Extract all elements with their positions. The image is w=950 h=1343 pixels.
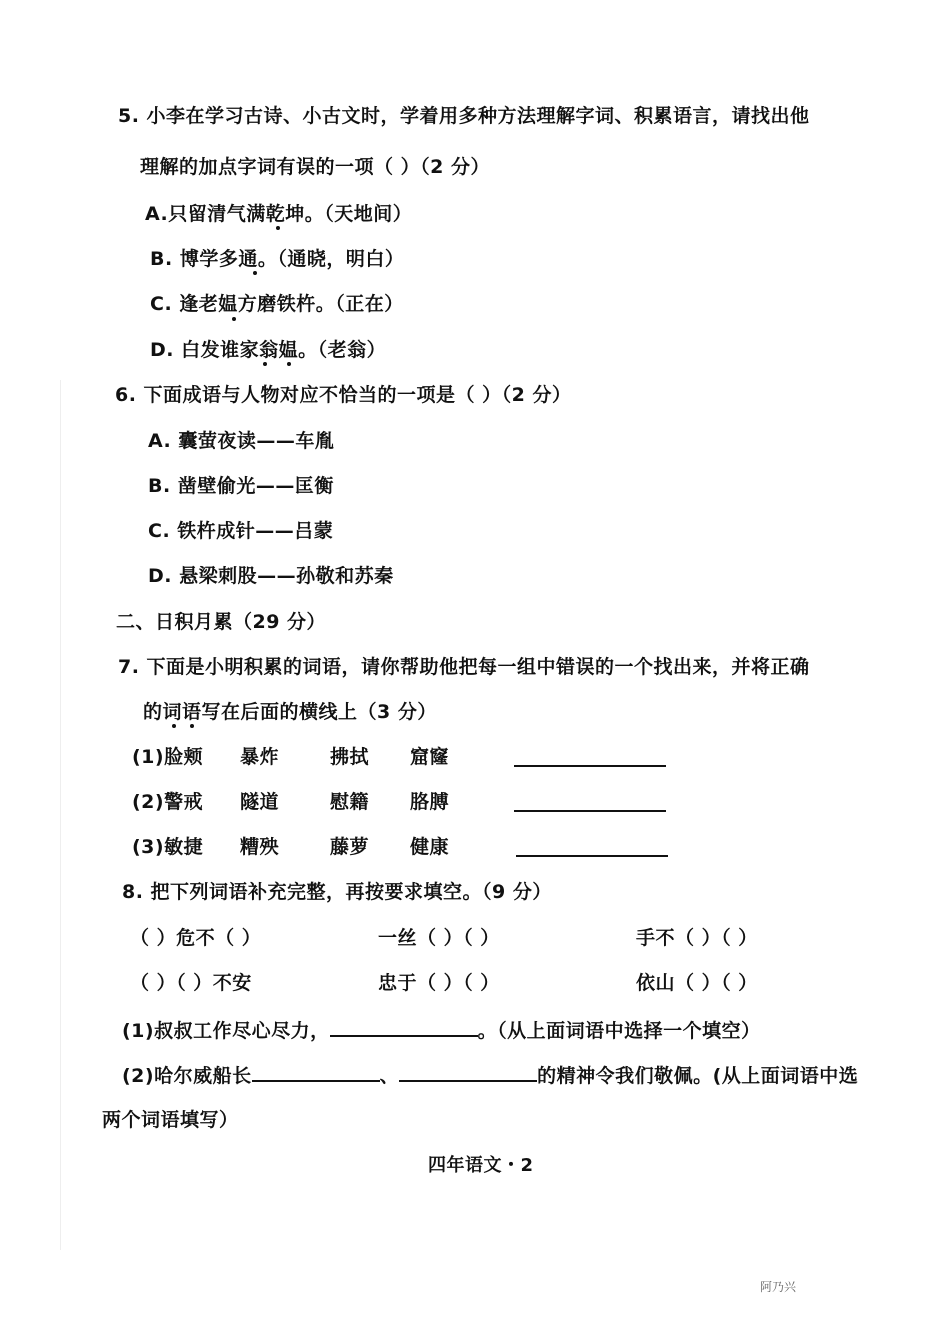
- corner-scan-mark: 阿乃兴: [760, 1280, 797, 1294]
- scan-edge: [60, 380, 61, 1250]
- q8-fill-2-prefix: (2)哈尔威船长: [122, 1065, 252, 1087]
- q5-option-c: C. 逢老媪方磨铁杵。（正在）: [150, 293, 404, 315]
- q7-row-1-word-3: 拂拭: [330, 746, 370, 768]
- q7-row-2-label: (2)警戒: [132, 791, 204, 813]
- q8-idiom-6[interactable]: 依山（ ）（ ）: [636, 972, 758, 994]
- q7-row-3-word-2: 糟殃: [240, 836, 280, 858]
- q7-row-1-label: (1)脸颊: [132, 746, 204, 768]
- q7-row-2-word-2: 隧道: [240, 791, 280, 813]
- q8-idiom-3[interactable]: 手不（ ）（ ）: [636, 927, 758, 949]
- q7-row-2-answer-blank[interactable]: [514, 810, 666, 812]
- q8-fill-2-blank-b[interactable]: [399, 1062, 537, 1082]
- emphasis-dot: [190, 724, 194, 728]
- q8-fill-2-blank-a[interactable]: [252, 1062, 380, 1082]
- emphasis-dot: [172, 724, 176, 728]
- q7-row-3-label: (3)敏捷: [132, 836, 204, 858]
- q8-fill-2: [122, 1062, 858, 1088]
- q7-row-3-word-4: 健康: [410, 836, 450, 858]
- q7-row-3-word-3: 藤萝: [330, 836, 370, 858]
- q7-row-2-word-3: 慰籍: [330, 791, 370, 813]
- q5-stem-line1: 5. 小李在学习古诗、小古文时，学着用多种方法理解字词、积累语言，请找出他: [118, 105, 810, 127]
- q5-option-a: A.只留清气满乾坤。（天地间）: [145, 203, 413, 225]
- q6-stem: 6. 下面成语与人物对应不恰当的一项是（ ）（2 分）: [115, 384, 572, 406]
- emphasis-dot: [263, 362, 267, 366]
- section-2-title: 二、日积月累（29 分）: [116, 611, 327, 633]
- emphasis-dot: [232, 317, 236, 321]
- q6-option-c: C. 铁杵成针——吕蒙: [148, 520, 334, 542]
- q8-idiom-1[interactable]: （ ）危不（ ）: [130, 927, 262, 949]
- q7-row-1-word-4: 窟窿: [410, 746, 450, 768]
- q6-option-d: D. 悬梁刺股——孙敬和苏秦: [148, 565, 394, 587]
- page-footer-label: 四年语文・2: [428, 1155, 534, 1176]
- q6-option-a: A. 囊萤夜读——车胤: [148, 430, 335, 452]
- q7-row-3-answer-blank[interactable]: [516, 855, 668, 857]
- q7-row-1-word-2: 暴炸: [240, 746, 280, 768]
- q8-idiom-5[interactable]: 忠于（ ）（ ）: [378, 972, 500, 994]
- q8-fill-2-separator: 、: [379, 1065, 400, 1087]
- emphasis-dot: [287, 362, 291, 366]
- q8-fill-1-prefix: (1)叔叔工作尽心尽力，: [122, 1020, 330, 1042]
- q8-fill-2-suffix: 的精神令我们敬佩。(从上面词语中选: [537, 1065, 859, 1087]
- emphasis-dot: [253, 271, 257, 275]
- q8-fill-1: [122, 1017, 761, 1043]
- q6-option-b: B. 凿壁偷光——匡衡: [148, 475, 334, 497]
- emphasis-dot: [276, 226, 280, 230]
- q8-idiom-4[interactable]: （ ）（ ）不安: [130, 972, 252, 994]
- q8-fill-1-blank[interactable]: [330, 1017, 478, 1037]
- q8-stem: 8. 把下列词语补充完整，再按要求填空。（9 分）: [122, 881, 552, 903]
- q5-stem-line2: 理解的加点字词有误的一项（ ）（2 分）: [140, 156, 490, 178]
- q5-option-d: D. 白发谁家翁媪。（老翁）: [150, 339, 387, 361]
- q7-stem-line1: 7. 下面是小明积累的词语，请你帮助他把每一组中错误的一个找出来，并将正确: [118, 656, 810, 678]
- q8-fill-2-continuation: 两个词语填写）: [102, 1109, 239, 1131]
- q7-row-1-answer-blank[interactable]: [514, 765, 666, 767]
- q8-fill-1-suffix: 。（从上面词语中选择一个填空）: [477, 1020, 761, 1042]
- q7-stem-line2: 的词语写在后面的横线上（3 分）: [143, 701, 437, 723]
- q7-row-2-word-4: 胳膊: [410, 791, 450, 813]
- q5-option-b: B. 博学多通。（通晓，明白）: [150, 248, 405, 270]
- q8-idiom-2[interactable]: 一丝（ ）（ ）: [378, 927, 500, 949]
